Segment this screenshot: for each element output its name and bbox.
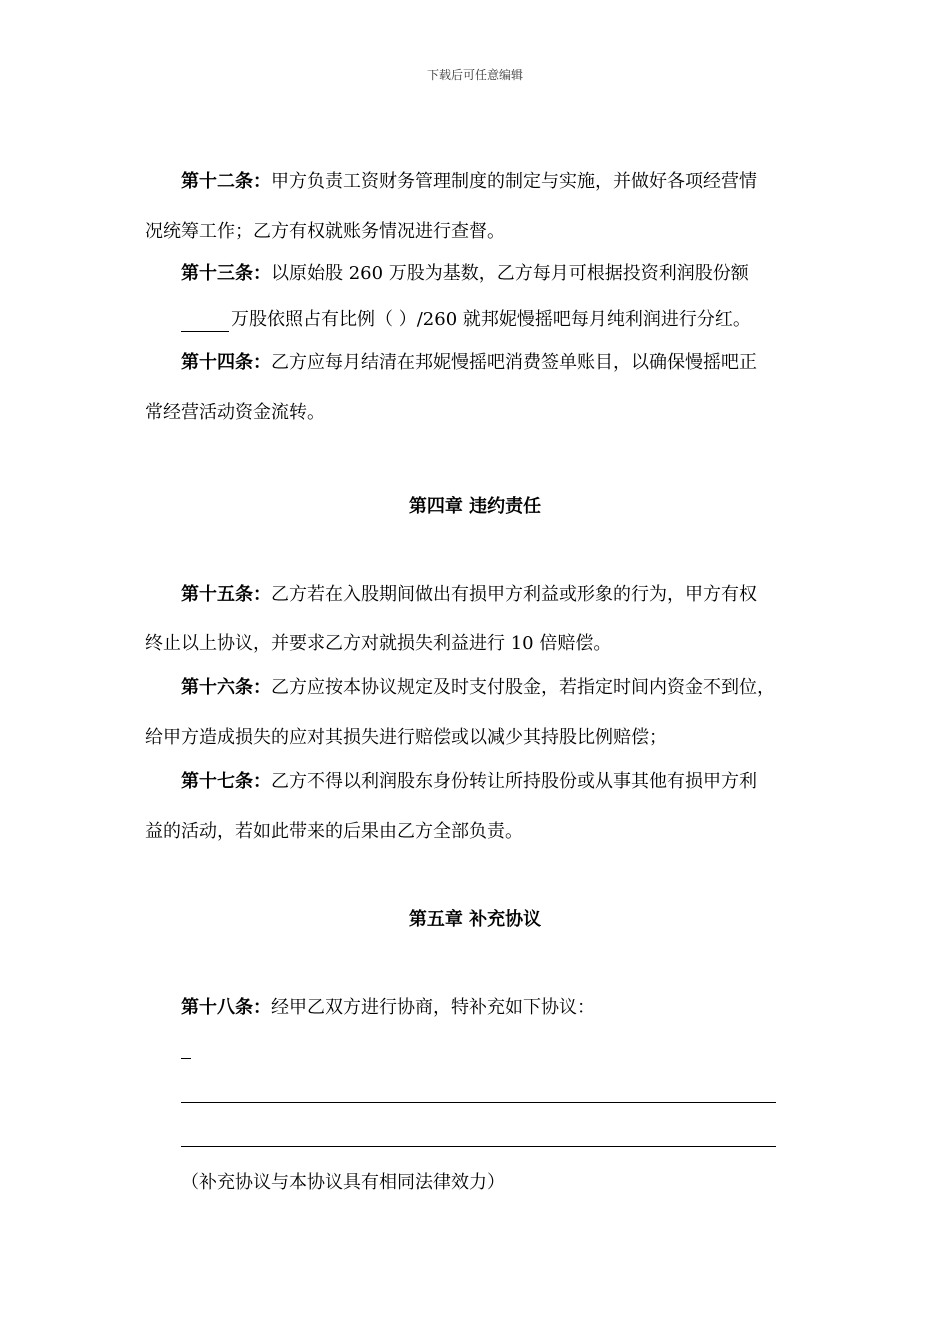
- chapter4-heading: 第四章 违约责任: [408, 496, 542, 517]
- art15-line2: 终止以上协议，并要求乙方对就损失利益进行 10 倍赔偿。: [145, 633, 612, 654]
- art17-label: 第十七条：: [181, 771, 271, 792]
- art14-label: 第十四条：: [181, 352, 271, 373]
- art12-line2: 况统筹工作；乙方有权就账务情况进行查督。: [145, 221, 505, 242]
- art15-label: 第十五条：: [181, 584, 271, 605]
- art13-line1: 第十三条：以原始股 260 万股为基数，乙方每月可根据投资利润股份额: [181, 263, 749, 284]
- validity-note: （补充协议与本协议具有相同法律效力）: [181, 1172, 505, 1193]
- art12-label: 第十二条：: [181, 171, 271, 192]
- short-dash: [181, 1058, 191, 1059]
- art18-line1: 第十八条：经甲乙双方进行协商，特补充如下协议：: [181, 997, 595, 1018]
- page-header: 下载后可任意编辑: [426, 68, 523, 82]
- art14-line1: 第十四条：乙方应每月结清在邦妮慢摇吧消费签单账目，以确保慢摇吧正: [181, 352, 757, 373]
- fill-in-line-1: [181, 1102, 776, 1103]
- art13-line2: 万股依照占有比例（ ）/260 就邦妮慢摇吧每月纯利润进行分红。: [181, 308, 751, 332]
- art14-line2: 常经营活动资金流转。: [145, 402, 325, 423]
- art16-label: 第十六条：: [181, 677, 271, 698]
- art16-line2: 给甲方造成损失的应对其损失进行赔偿或以减少其持股比例赔偿；: [145, 727, 667, 748]
- art17-line1: 第十七条：乙方不得以利润股东身份转让所持股份或从事其他有损甲方利: [181, 771, 757, 792]
- shares-blank: [181, 313, 229, 332]
- chapter5-heading: 第五章 补充协议: [408, 909, 542, 930]
- art18-label: 第十八条：: [181, 997, 271, 1018]
- art13-label: 第十三条：: [181, 263, 271, 284]
- fill-in-line-2: [181, 1146, 776, 1147]
- art12-line1: 第十二条：甲方负责工资财务管理制度的制定与实施，并做好各项经营情: [181, 171, 757, 192]
- art17-line2: 益的活动，若如此带来的后果由乙方全部负责。: [145, 821, 523, 842]
- art16-line1: 第十六条：乙方应按本协议规定及时支付股金，若指定时间内资金不到位，: [181, 677, 775, 698]
- art15-line1: 第十五条：乙方若在入股期间做出有损甲方利益或形象的行为，甲方有权: [181, 584, 757, 605]
